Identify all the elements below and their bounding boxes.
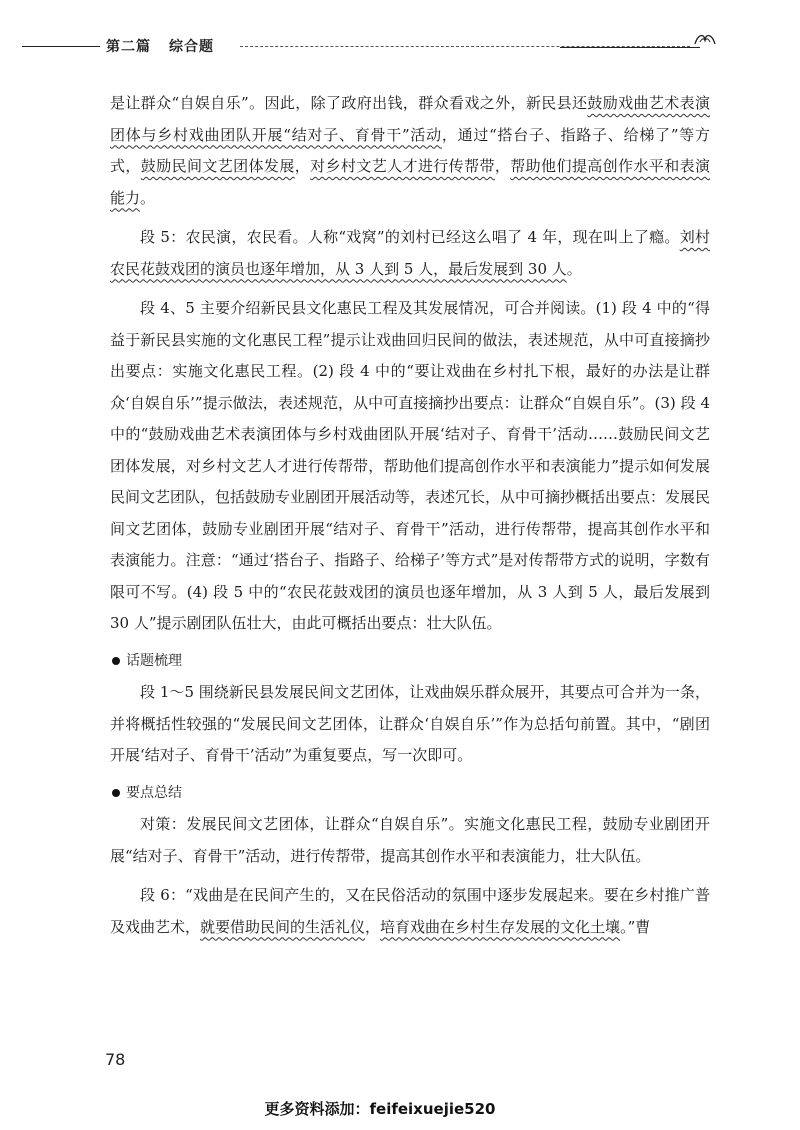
- text-segment: ，通过“搭台子、指路子、给梯了”等方式，: [110, 125, 710, 175]
- text-segment: 是让群众“自娱自乐”。因此，除了政府出钱，群众看戏之外，新民县还: [110, 94, 588, 112]
- text-segment: 段 5：农民演，农民看。人称“戏窝”的刘村已经这么唱了 4 年，现在叫上了瘾。: [140, 228, 680, 246]
- paragraph-continued: [110, 88, 710, 214]
- page-number: 78: [105, 1050, 126, 1069]
- text-segment: ，: [365, 917, 381, 936]
- footer-note: 更多资料添加：feifeixuejie520: [264, 1100, 496, 1118]
- key-phrase: 鼓励戏曲艺术表演团体与乡村戏曲团队开展“结对子、育骨干”活动: [110, 94, 710, 144]
- header-rule-right: [560, 47, 700, 48]
- section-heading-topic: [110, 646, 710, 678]
- summary-paragraph: 对策：发展民间文艺团体，让群众“自娱自乐”。实施文化惠民工程，鼓励专业剧团开展“结对子、育骨干”活动，进行传帮带，提高其创作水平和表演能力，壮大队伍。: [110, 815, 710, 865]
- key-phrase: 对乡村文艺人才进行传帮带: [310, 157, 495, 175]
- text-segment: 段 6：“戏曲是在民间产生的，又在民俗活动的氛围中逐步发展起来。要在乡村推广普及戏曲艺术，: [110, 886, 710, 936]
- key-phrase: 帮助他们提高创作水平和表演能力: [110, 157, 710, 207]
- key-phrase: 就要借助民间的生活礼仪: [200, 917, 366, 936]
- header-part: 第二篇: [106, 39, 151, 55]
- paragraph-5: [110, 222, 710, 285]
- section-heading-label: 话题梳理: [126, 652, 182, 669]
- text-segment: 。: [140, 188, 156, 207]
- text-segment: ，: [494, 157, 511, 175]
- section-heading-label: 要点总结: [126, 784, 182, 801]
- header-section: 综合题: [169, 39, 214, 55]
- header-rule-left: [22, 46, 100, 47]
- leaf-ornament-icon: [692, 30, 718, 50]
- text-segment: 。: [566, 259, 582, 278]
- paragraph-6: [110, 880, 710, 943]
- page-body: [110, 88, 710, 943]
- text-segment: 。”曹: [620, 917, 651, 936]
- text-segment: ，: [294, 157, 311, 175]
- key-phrase: 培育戏曲在乡村生存发展的文化土壤: [380, 917, 621, 936]
- section-heading-summary: [110, 778, 710, 810]
- analysis-paragraph: 段 4、5 主要介绍新民县文化惠民工程及其发展情况，可合并阅读。(1) 段 4 中的“得益于新民县实施的文化惠民工程”提示让戏曲回归民间的做法，表述规范，从中可直接摘抄出要点：实施文化惠民工程。(2) 段 4 中的“要让戏曲在乡村扎下根，最好的办法是让群众‘自娱自乐’”提示做法，表述规范，从中可直接摘抄出要点：让群众“自娱自乐”。(3) 段 4 中的“鼓励戏曲艺术表演团体与乡村戏曲团队开展‘结对子、育骨干’活动……鼓励民间文艺团体发展，对乡村文艺人才进行传帮带，帮助他们提高创作水平和表演能力”提示如何发展民间文艺团队，包括鼓励专业剧团开展活动等，表述冗长，从中可摘抄概括出要点：发展民间文艺团体，鼓励专业剧团开展“结对子、育骨干”活动，进行传帮带，提高其创作水平和表演能力。注意：“通过‘搭台子、指路子、给梯子’等方式”是对传帮带方式的说明，字数有限可不写。(4) 段 5 中的“农民花鼓戏团的演员也逐年增加，从 3 人到 5 人，最后发展到 30 人”提示剧团队伍壮大，由此可概括出要点：壮大队伍。: [110, 299, 711, 632]
- running-header: [0, 30, 800, 60]
- bullet-icon: [112, 657, 120, 665]
- header-label: [106, 36, 214, 56]
- bullet-icon: [112, 789, 120, 797]
- key-phrase: 刘村农民花鼓戏团的演员也逐年增加，从 3 人到 5 人，最后发展到 30 人: [110, 228, 710, 278]
- topic-paragraph: 段 1～5 围绕新民县发展民间文艺团体，让戏曲娱乐群众展开，其要点可合并为一条，并将概括性较强的“发展民间文艺团体，让群众‘自娱自乐’”作为总括句前置。其中，“剧团开展‘结对子、育骨干’活动”为重复要点，写一次即可。: [110, 683, 710, 764]
- key-phrase: 鼓励民间文艺团体发展: [140, 157, 295, 175]
